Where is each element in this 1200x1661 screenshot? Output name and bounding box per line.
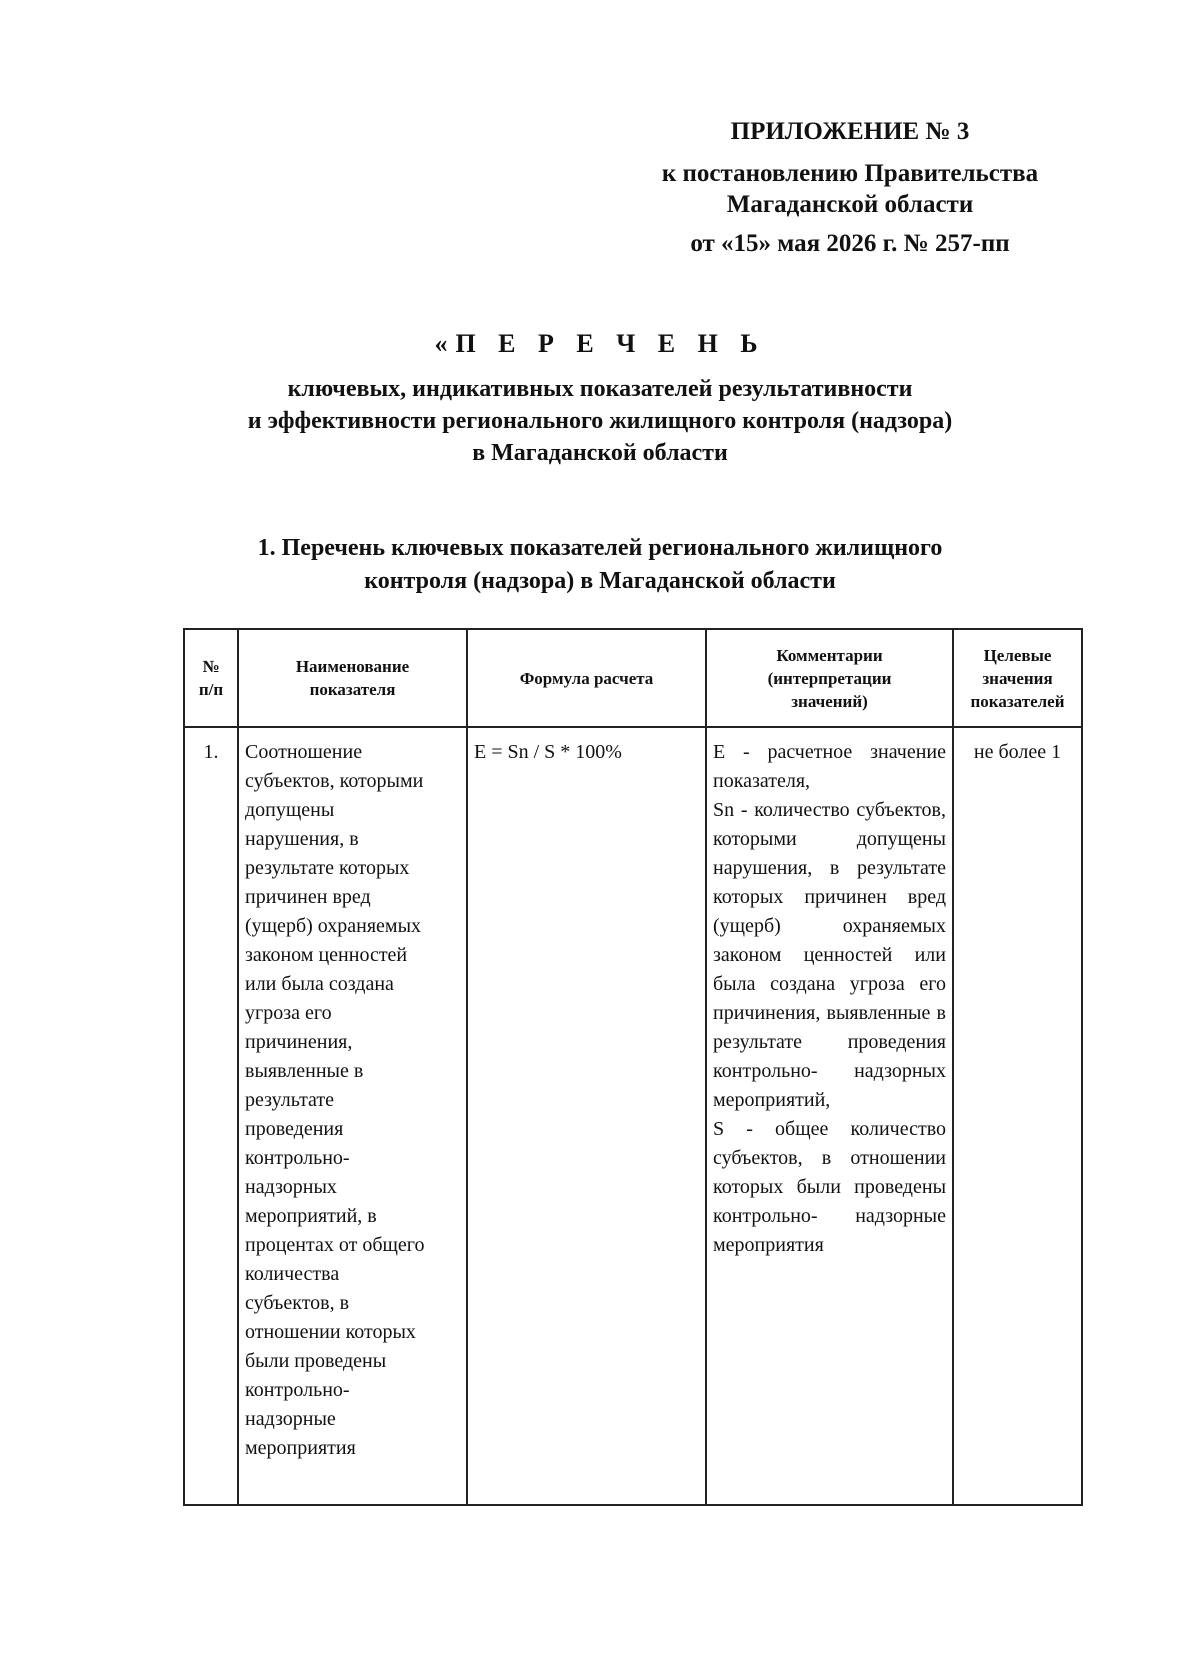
cell-target-value: не более 1	[953, 727, 1082, 1505]
name-line: количества	[245, 1263, 340, 1285]
name-line: нарушения, в	[245, 828, 359, 850]
document-title-line1: ключевых, индикативных показателей результативности	[287, 376, 913, 402]
comment-paragraph-s: S - общее количество субъектов, в отношении которых были проведены контрольно- надзорные мероприятия	[713, 1118, 946, 1256]
name-line: надзорных	[245, 1176, 337, 1198]
header-indicator-name	[238, 629, 467, 727]
name-line: надзорные	[245, 1408, 336, 1430]
appendix-date: от «15» мая 2026 г. № 257-пп	[690, 230, 1010, 257]
cell-comments	[706, 727, 953, 1505]
cell-number: 1.	[184, 727, 238, 1505]
name-line: отношении которых	[245, 1321, 416, 1343]
name-line: контрольно-	[245, 1147, 350, 1169]
name-line: проведения	[245, 1118, 344, 1140]
document-title-word: «П Е Р Е Ч Е Н Ь	[434, 329, 766, 358]
document-title-line3: в Магаданской области	[472, 440, 728, 466]
header-target-values	[953, 629, 1082, 727]
header-number	[184, 629, 238, 727]
key-indicators-table	[183, 628, 1083, 1506]
name-line: причинен вред	[245, 886, 371, 908]
name-line: допущены	[245, 799, 335, 821]
header-target-line2: значения	[982, 668, 1053, 688]
name-line: результате которых	[245, 857, 410, 879]
name-line: контрольно-	[245, 1379, 350, 1401]
appendix-reference	[600, 158, 1100, 220]
name-line: (ущерб) охраняемых	[245, 915, 422, 937]
header-comments-line3: значений)	[791, 691, 868, 711]
table-header-row	[184, 629, 1082, 727]
document-title	[120, 327, 1080, 469]
appendix-reference-line2: Магаданской области	[726, 191, 974, 218]
header-name-line1: Наименование	[295, 657, 410, 676]
section-heading-line2: контроля (надзора) в Магаданской области	[364, 568, 836, 594]
table-row	[184, 727, 1082, 1505]
name-line: Соотношение	[245, 741, 363, 763]
header-comments-line1: Комментарии	[776, 645, 883, 665]
cell-indicator-name	[238, 727, 467, 1505]
name-line: мероприятия	[245, 1437, 356, 1459]
name-line: были проведены	[245, 1350, 387, 1372]
name-line: субъектов, в	[245, 1292, 350, 1314]
header-name-line2: показателя	[309, 680, 396, 699]
header-target-line3: показателей	[970, 691, 1065, 711]
cell-formula: E = Sn / S * 100%	[467, 727, 706, 1505]
name-line: угроза его	[245, 1002, 332, 1024]
name-line: или была создана	[245, 973, 394, 995]
header-comments	[706, 629, 953, 727]
appendix-reference-line1: к постановлению Правительства	[661, 160, 1039, 187]
document-title-line2: и эффективности регионального жилищного контроля (надзора)	[247, 408, 953, 434]
header-formula: Формула расчета	[467, 629, 706, 727]
section-heading	[140, 532, 1060, 598]
header-target-line1: Целевые	[983, 645, 1052, 665]
name-line: результате	[245, 1089, 335, 1111]
name-line: законом ценностей	[245, 944, 408, 966]
header-number-line1: №	[202, 657, 220, 676]
name-line: процентах от общего	[245, 1234, 425, 1256]
header-number-line2: п/п	[198, 680, 224, 699]
appendix-header	[600, 116, 1100, 260]
comment-paragraph-e: Е - расчетное значение показателя,	[713, 741, 946, 792]
name-line: выявленные в	[245, 1060, 364, 1082]
name-line: субъектов, которыми	[245, 770, 424, 792]
document-title-description	[120, 373, 1080, 469]
section-heading-line1: 1. Перечень ключевых показателей регионального жилищного	[257, 535, 943, 561]
name-line: причинения,	[245, 1031, 353, 1053]
name-line: мероприятий, в	[245, 1205, 377, 1227]
comment-paragraph-sn: Sn - количество субъектов, которыми допущены нарушения, в результате которых причинен вред (ущерб) охраняемых законом ценностей или была создана угроза его причинения, выявленные в результате проведения контрольно- надзорных мероприятий,	[713, 799, 946, 1111]
appendix-title: ПРИЛОЖЕНИЕ № 3	[730, 118, 970, 145]
header-comments-line2: (интерпретации	[767, 668, 892, 688]
